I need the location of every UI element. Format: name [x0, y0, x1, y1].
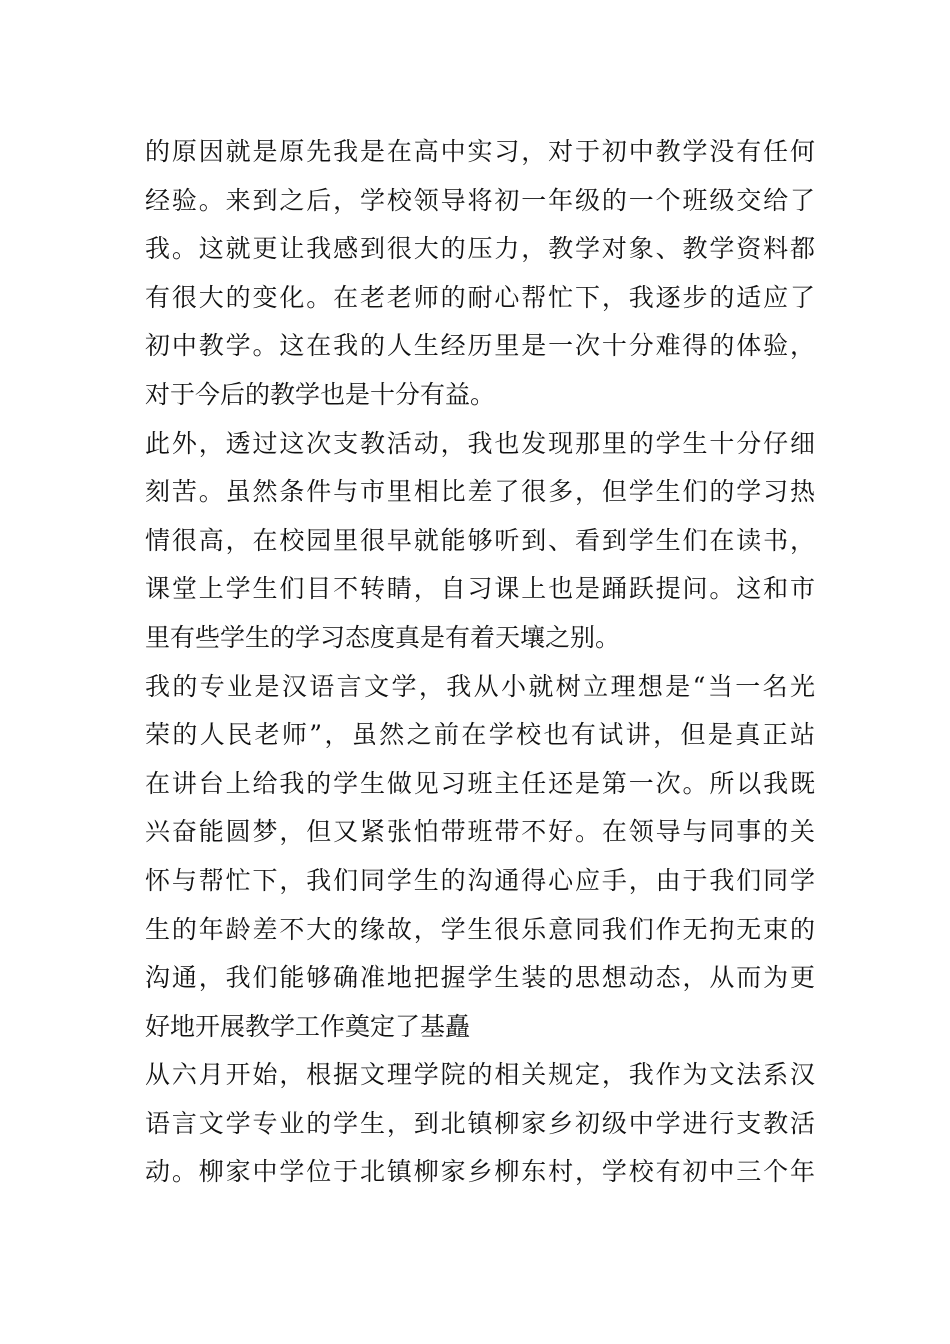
- body-text: [145, 128, 815, 1197]
- text-line: 刻苦。虽然条件与市里相比差了很多，但学生们的学习热: [145, 477, 815, 507]
- text-line: 兴奋能圆梦，但又紧张怕带班带不好。在领导与同事的关: [145, 817, 815, 847]
- text-line: 课堂上学生们目不转睛，自习课上也是踊跃提问。这和市: [145, 574, 815, 604]
- text-line: 好地开展教学工作奠定了基矗: [145, 1011, 471, 1041]
- text-line: 怀与帮忙下，我们同学生的沟通得心应手，由于我们同学: [145, 865, 815, 895]
- text-line: 的原因就是原先我是在高中实习，对于初中教学没有任何: [145, 137, 815, 166]
- text-line: 语言文学专业的学生，到北镇柳家乡初级中学进行支教活: [145, 1108, 815, 1138]
- text-line: 在讲台上给我的学生做见习班主任还是第一次。所以我既: [145, 768, 815, 798]
- text-line: 动。柳家中学位于北镇柳家乡柳东村，学校有初中三个年: [145, 1157, 815, 1187]
- text-line: 对于今后的教学也是十分有益。: [145, 379, 496, 409]
- text-line: 此外，透过这次支教活动，我也发现那里的学生十分仔细: [145, 428, 815, 458]
- text-line: 我的专业是汉语言文学，我从小就树立理想是“当一名光: [145, 671, 815, 701]
- text-line: 情很高，在校园里很早就能够听到、看到学生们在读书，: [145, 525, 815, 555]
- text-line: 沟通，我们能够确准地把握学生装的思想动态，从而为更: [145, 963, 815, 993]
- text-line: 初中教学。这在我的人生经历里是一次十分难得的体验，: [145, 331, 815, 361]
- text-line: 我。这就更让我感到很大的压力，教学对象、教学资料都: [145, 234, 815, 264]
- text-line: 有很大的变化。在老老师的耐心帮忙下，我逐步的适应了: [145, 282, 815, 312]
- text-line: 生的年龄差不大的缘故，学生很乐意同我们作无拘无束的: [145, 914, 815, 944]
- text-line: 从六月开始，根据文理学院的相关规定，我作为文法系汉: [145, 1060, 815, 1090]
- text-line: 荣的人民老师”，虽然之前在学校也有试讲，但是真正站: [145, 720, 815, 750]
- text-line: 里有些学生的学习态度真是有着天壤之别。: [145, 622, 621, 652]
- text-line: 经验。来到之后，学校领导将初一年级的一个班级交给了: [145, 185, 815, 215]
